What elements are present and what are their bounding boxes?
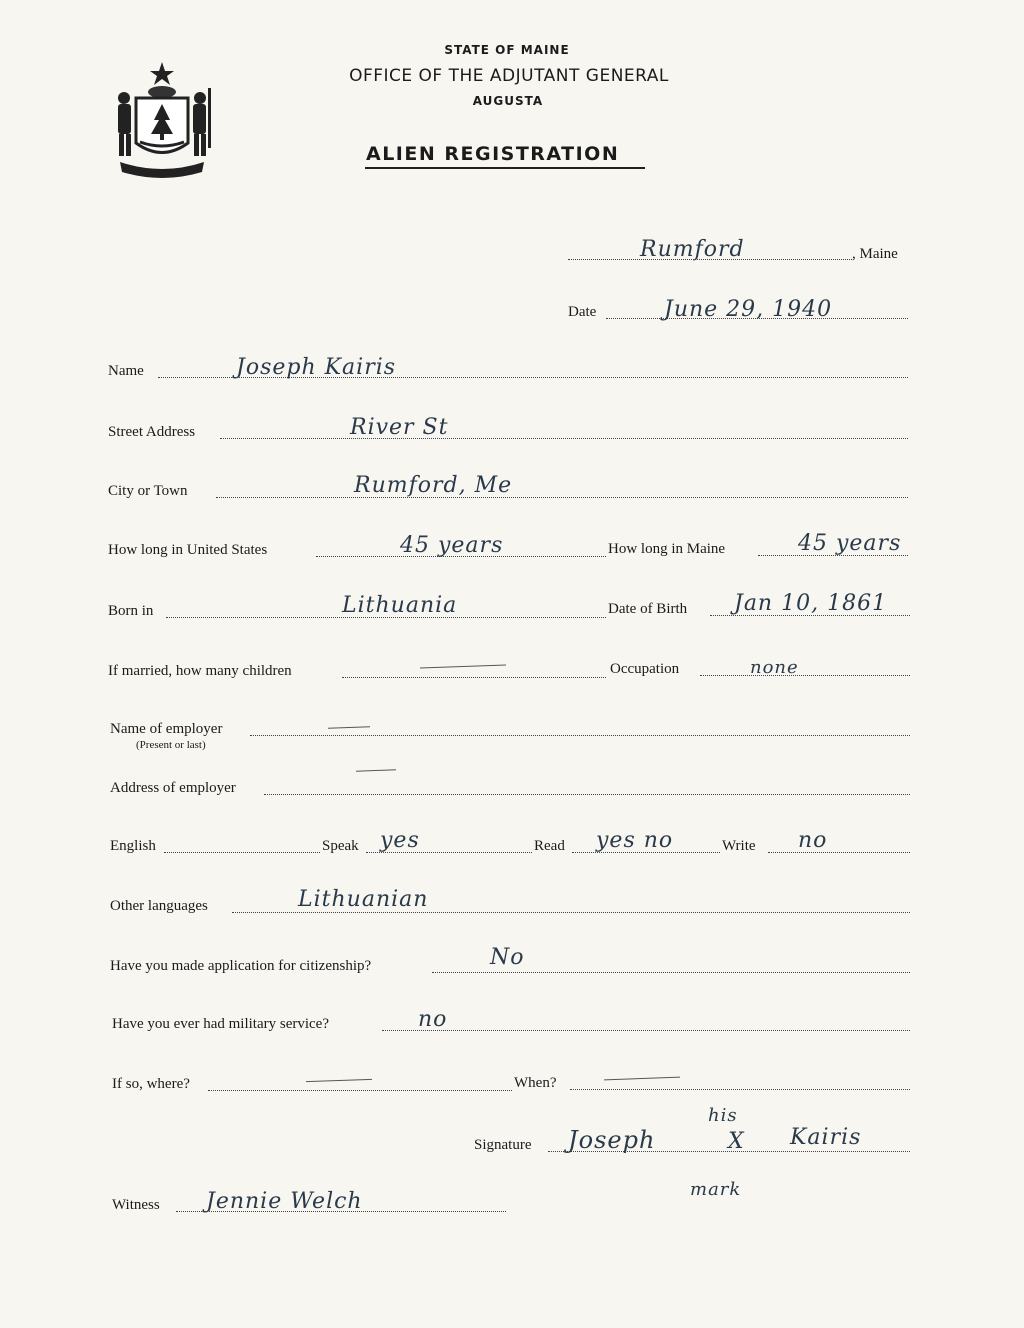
employer-address-line bbox=[264, 794, 910, 795]
how-long-maine-value: 45 years bbox=[798, 531, 902, 556]
citizenship-value: No bbox=[490, 945, 525, 970]
maine-label: , Maine bbox=[852, 246, 898, 262]
employer-line bbox=[250, 735, 910, 736]
how-long-us-value: 45 years bbox=[400, 533, 504, 558]
city-line bbox=[216, 497, 908, 498]
read-value: yes no bbox=[596, 828, 674, 853]
signature-label: Signature bbox=[474, 1137, 532, 1153]
born-in-value: Lithuania bbox=[342, 593, 458, 618]
signature-his: his bbox=[708, 1105, 738, 1126]
name-value: Joseph Kairis bbox=[236, 355, 397, 380]
city-value: Rumford, Me bbox=[354, 473, 513, 498]
citizenship-label: Have you made application for citizenship? bbox=[110, 958, 372, 974]
occupation-label: Occupation bbox=[610, 661, 680, 677]
witness-value: Jennie Welch bbox=[206, 1189, 363, 1214]
citizenship-line bbox=[432, 972, 910, 973]
where-label: If so, where? bbox=[112, 1076, 190, 1092]
read-label: Read bbox=[534, 838, 565, 854]
employer-note: (Present or last) bbox=[136, 739, 206, 751]
signature-last: Kairis bbox=[790, 1125, 862, 1150]
date-value: June 29, 1940 bbox=[664, 297, 833, 322]
signature-mark: X bbox=[728, 1129, 745, 1154]
header-city: AUGUSTA bbox=[472, 94, 544, 108]
other-languages-label: Other languages bbox=[110, 898, 208, 914]
children-line bbox=[342, 677, 606, 678]
when-line bbox=[570, 1089, 910, 1090]
form-title: ALIEN REGISTRATION bbox=[366, 143, 620, 165]
occupation-line bbox=[700, 675, 910, 676]
header-office: OFFICE OF THE ADJUTANT GENERAL bbox=[349, 66, 669, 86]
signature-mark-word: mark bbox=[690, 1179, 742, 1200]
dob-label: Date of Birth bbox=[608, 601, 688, 617]
speak-label: Speak bbox=[322, 838, 359, 854]
where-dash bbox=[306, 1079, 372, 1082]
when-label: When? bbox=[514, 1075, 557, 1091]
city-label: City or Town bbox=[108, 483, 188, 499]
children-dash bbox=[420, 664, 506, 668]
military-line bbox=[382, 1030, 910, 1031]
english-line bbox=[164, 852, 320, 853]
where-line bbox=[208, 1090, 512, 1091]
title-underline bbox=[365, 167, 645, 169]
english-label: English bbox=[110, 838, 156, 854]
write-line bbox=[768, 852, 910, 853]
how-long-us-label: How long in United States bbox=[108, 542, 268, 558]
military-value: no bbox=[418, 1007, 448, 1032]
town-value: Rumford bbox=[640, 237, 745, 262]
other-languages-line bbox=[232, 912, 910, 913]
employer-address-dash bbox=[356, 769, 396, 771]
name-label: Name bbox=[108, 363, 144, 379]
header-state: STATE OF MAINE bbox=[444, 43, 570, 57]
employer-label: Name of employer bbox=[110, 721, 223, 737]
street-label: Street Address bbox=[108, 424, 196, 440]
street-line bbox=[220, 438, 908, 439]
witness-label: Witness bbox=[112, 1197, 160, 1213]
employer-dash bbox=[328, 726, 370, 728]
children-label: If married, how many children bbox=[108, 663, 292, 679]
date-label: Date bbox=[568, 304, 597, 320]
employer-address-label: Address of employer bbox=[110, 780, 236, 796]
speak-value: yes bbox=[380, 828, 420, 853]
occupation-value: none bbox=[750, 657, 799, 678]
street-value: River St bbox=[350, 415, 449, 440]
when-dash bbox=[604, 1077, 680, 1081]
dob-value: Jan 10, 1861 bbox=[734, 591, 888, 616]
write-label: Write bbox=[722, 838, 756, 854]
born-in-label: Born in bbox=[108, 603, 154, 619]
military-label: Have you ever had military service? bbox=[112, 1016, 329, 1032]
signature-first: Joseph bbox=[568, 1126, 656, 1154]
how-long-maine-label: How long in Maine bbox=[608, 541, 726, 557]
write-value: no bbox=[798, 828, 828, 853]
other-languages-value: Lithuanian bbox=[298, 887, 429, 912]
